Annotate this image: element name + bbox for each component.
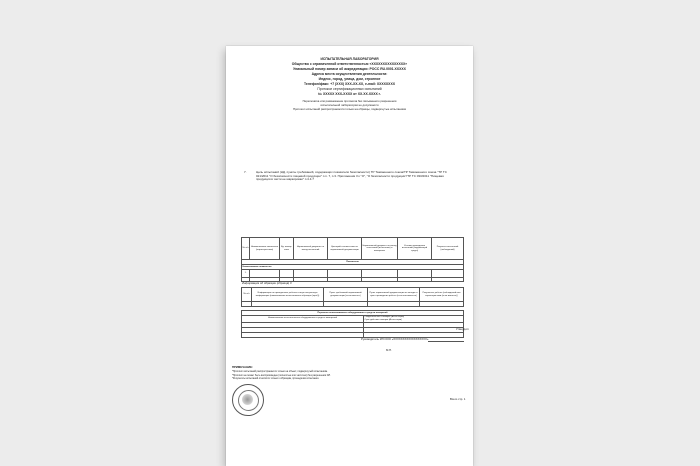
- col-unit: Ед. измер-ения: [280, 238, 294, 260]
- table-row: [242, 332, 464, 337]
- footnote-line-3: *Результаты испытаний относятся только к образцам, прошедшим испытания.: [232, 377, 320, 380]
- address-line: Индекс, город, улица, дом, строение: [318, 77, 381, 81]
- footnote-title: ПРИМЕЧАНИЕ:: [232, 365, 253, 369]
- signature-line: [428, 341, 464, 342]
- col-result: Результат испытаний (наблюдений): [432, 238, 464, 260]
- col-method-doc: Нормативный документ на метод испытаний: [294, 238, 328, 260]
- lab-title: ИСПЫТАТЕЛЬНАЯ ЛАБОРАТОРИЯ: [320, 57, 379, 61]
- col-test-doc: Нормативный документ на метод испытаний (испытания) и измерения: [362, 238, 398, 260]
- col-indicator: Наименование показателя (характеристики): [250, 238, 280, 260]
- footnote-line-1: *Протокол испытаний распространяется только на объект, подвергнутый испытаниям.: [232, 370, 328, 373]
- note-line-3: Протокол испытаний распространяется только на образцы, подвергнутые испытаниям: [293, 107, 406, 111]
- samples-info-label: Информация об образцах (образца) 3: [242, 281, 292, 285]
- equipment-title-row: Перечень использованного оборудования и средств измерений: [242, 311, 464, 316]
- equipment-header-row: Наименование испытательного оборудования и средств измерений Свидетельство о поверке (Аттестации) Срок действия поверки (Аттестации): [242, 315, 464, 322]
- round-stamp-seal: [232, 384, 264, 416]
- document-page: [226, 46, 473, 466]
- note-line-1: Перепечатка или размножение протокола без письменного разрешения: [302, 99, 397, 103]
- item-7: 7. Цель испытаний (НД, пункты требований, содержащих показатели безопасности) ТР Таможенного союза/ТР Таможенного союза "ТР ТС 021/2011 "О безопасности пищевой продукции" п.п. 7, п.3. Приложения 3 к "О", "О безопасности продукции"/ТР ТС 033/2011 "Пищевая продукция в части ее маркировки" п.4.4.7: [244, 171, 447, 182]
- address-caption: Адреса места осуществления деятельности:: [311, 72, 388, 76]
- note-line-2: испытательной лаборатории не допускается: [320, 103, 379, 107]
- col-num: № п/п: [242, 238, 250, 260]
- footnote-line-2: *Протокол не может быть воспроизведен (полностью или частично) без разрешения ИЛ.: [232, 373, 331, 377]
- equipment-table: [241, 310, 464, 338]
- stamp-place: М.П.: [386, 348, 392, 352]
- accreditation-number: Уникальный номер записи об аккредитации: РОСС RU.0001.XXXXX: [293, 67, 406, 71]
- table-row: 1.: [242, 270, 464, 278]
- results-table: [241, 237, 464, 282]
- col-conditions: Условия проведения испытаний (окружающей среды): [398, 238, 432, 260]
- protocol-title: Протокол сертификационных испытаний: [317, 87, 382, 91]
- indicators-title-row: Показатели: [242, 260, 464, 265]
- head-of-lab: Руководитель ИЛ ООО «XXXXXXXXXXXXXXXXXX»: [361, 337, 429, 341]
- indicator-name-row: Наименование показателя: [242, 265, 464, 270]
- page-number: Всего стр. 1: [450, 397, 466, 401]
- results-header-row: [242, 238, 464, 260]
- col-criterion: Критерий соответствия по нормативной документации: [328, 238, 362, 260]
- table-row: [242, 302, 464, 307]
- work-header-row: № п/п Информация по проведенных работах и иную полученную информацию (наименование испытываемых образцов (проб)) Пункт требований нормативной документации (если имеется) Пункт нормативной документации на методы и пункт проведения работы (если они имеются) Результаты работы (наблюдений или характеристики (если имеется)): [242, 288, 464, 302]
- contacts-line: Телефон/факс: +7 (XXX) XXX-XX-XX, e-mail: XXXXXXXX: [304, 82, 395, 86]
- approved-label: Утвердил:: [456, 327, 470, 331]
- org-name: Общество с ограниченной ответственностью «XXXXXXXXXXXXXXX»: [291, 62, 408, 66]
- protocol-number: № XXXXX XXX-XXXX от XX.XX.XXXX г.: [318, 92, 381, 96]
- work-info-table: [241, 287, 464, 307]
